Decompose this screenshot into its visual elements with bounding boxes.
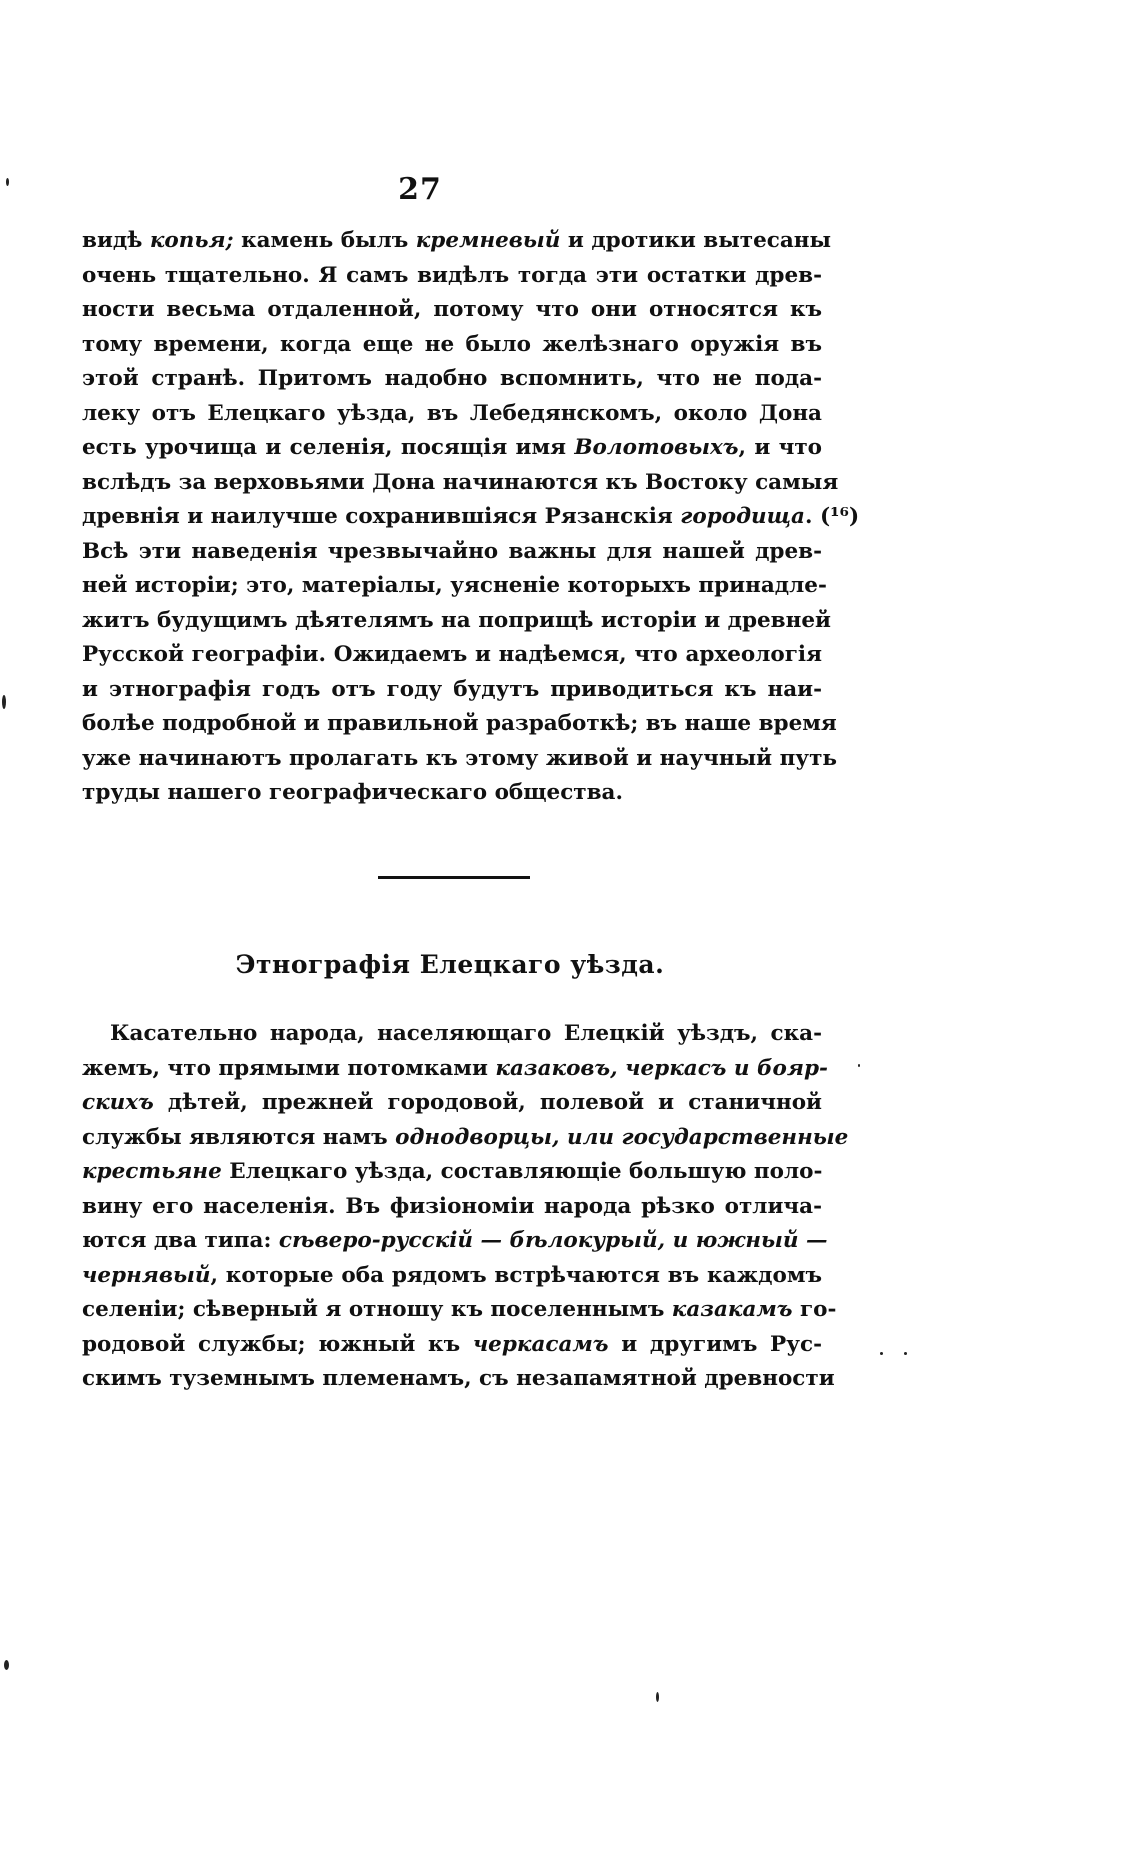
text-run: Всѣ эти наведенія чрезвычайно важны для нашей древ- [82, 538, 822, 564]
text-run: вслѣдъ за верховьями Дона начинаются къ Востоку самыя [82, 469, 839, 495]
text-run: службы являются намъ [82, 1124, 396, 1150]
text-run: ней исторіи; это, матеріалы, уясненіе которыхъ принадле- [82, 573, 827, 598]
text-line [82, 1293, 837, 1328]
text-run: житъ будущимъ дѣятелямъ на поприщѣ исторіи и древней [82, 607, 831, 633]
text-line [82, 1052, 828, 1087]
text-line [82, 1155, 822, 1190]
scan-speck [904, 1352, 907, 1355]
text-line [82, 638, 822, 673]
text-run: ются два типа: [82, 1228, 279, 1253]
scan-speck [858, 1064, 860, 1067]
text-line [82, 328, 822, 363]
text-line [82, 1362, 835, 1397]
text-run: , и что [738, 435, 822, 460]
text-line [82, 604, 831, 639]
text-line [82, 259, 822, 294]
text-run: этой странѣ. Притомъ надобно вспомнить, что не пода- [82, 366, 822, 391]
text-run: уже начинаютъ пролагать къ этому живой и научный путь [82, 745, 837, 771]
italic-run: казакамъ [671, 1297, 793, 1322]
italic-run: черкасамъ [472, 1331, 609, 1357]
text-run: и этнографія годъ отъ году будутъ приводиться къ наи- [82, 676, 822, 702]
italic-run: копья; [149, 228, 234, 253]
text-run: и дротики вытесаны [560, 228, 832, 253]
text-run: вину его населенія. Въ физіономіи народа рѣзко отлича- [82, 1193, 822, 1219]
text-run: дѣтей, прежней городовой, полевой и станичной [153, 1090, 822, 1115]
scan-speck [656, 1692, 659, 1702]
italic-run: крестьяне [82, 1159, 222, 1184]
text-run: камень былъ [233, 228, 416, 253]
text-run: есть урочища и селенія, посящія имя [82, 435, 575, 460]
text-line [82, 293, 822, 328]
text-line [82, 1017, 822, 1052]
section-divider [378, 876, 530, 879]
italic-run: Волотовыхъ [574, 435, 739, 460]
text-run: Елецкаго уѣзда, составляющіе большую поло- [221, 1159, 823, 1184]
scan-speck [880, 1352, 883, 1355]
text-line [82, 1328, 822, 1363]
text-run: родовой службы; южный къ [82, 1331, 473, 1357]
paragraph-bottom [82, 1017, 849, 1397]
scan-speck [4, 1660, 9, 1670]
text-line [82, 1190, 822, 1225]
text-line [82, 1086, 822, 1121]
text-line [82, 1259, 822, 1294]
text-line [82, 1121, 849, 1156]
text-run: жемъ, что прямыми потомками [82, 1055, 496, 1081]
text-run: скимъ туземнымъ племенамъ, съ незапамятной древности [82, 1366, 835, 1391]
text-line [82, 535, 822, 570]
text-line [82, 673, 822, 708]
text-run: труды нашего географическаго общества. [82, 780, 623, 805]
text-run: тому времени, когда еще не было желѣзнаго оружія въ [82, 331, 822, 357]
scan-speck [2, 695, 6, 709]
text-run: и другимъ Рус- [608, 1331, 823, 1357]
text-line [82, 776, 822, 811]
text-run: го- [792, 1297, 837, 1322]
text-line [82, 500, 860, 535]
text-run: видѣ [82, 228, 150, 253]
text-line [82, 466, 839, 501]
paragraph-top [82, 224, 860, 811]
section-heading: Этнографія Елецкаго уѣзда. [235, 950, 665, 979]
text-run: болѣе подробной и правильной разработкѣ; въ наше время [82, 711, 837, 736]
text-line [82, 224, 832, 259]
text-run: очень тщательно. Я самъ видѣлъ тогда эти остатки древ- [82, 262, 822, 288]
text-run: селеніи; сѣверный я отношу къ поселеннымъ [82, 1297, 672, 1322]
text-line [82, 397, 822, 432]
text-line [82, 707, 837, 742]
italic-run: кремневый [415, 228, 561, 253]
text-run: Касательно народа, населяющаго Елецкій уѣздъ, ска- [110, 1021, 822, 1046]
italic-run: чернявый [82, 1262, 211, 1288]
text-line [82, 742, 837, 777]
text-run: . (¹⁶) [805, 504, 860, 529]
italic-run: городища [680, 504, 805, 529]
text-line [82, 362, 822, 397]
text-line [82, 431, 822, 466]
scan-speck [6, 178, 9, 186]
text-run: леку отъ Елецкаго уѣзда, въ Лебедянскомъ, около Дона [82, 400, 822, 426]
text-run: ности весьма отдаленной, потому что они относятся къ [82, 297, 822, 322]
text-line [82, 1224, 828, 1259]
italic-run: скихъ [82, 1090, 154, 1115]
text-run: древнія и наилучше сохранившіяся Рязанскія [82, 504, 681, 529]
page-number: 27 [398, 172, 442, 207]
italic-run: сѣверо-русскій — бѣлокурый, и южный — [278, 1228, 828, 1253]
text-run: Русской географіи. Ожидаемъ и надѣемся, что археологія [82, 642, 822, 667]
italic-run: казаковъ, черкасъ и бояр- [495, 1055, 828, 1081]
text-line [82, 569, 827, 604]
text-run: , которые оба рядомъ встрѣчаются въ каждомъ [210, 1262, 822, 1288]
italic-run: однодворцы, или государственные [395, 1124, 849, 1150]
